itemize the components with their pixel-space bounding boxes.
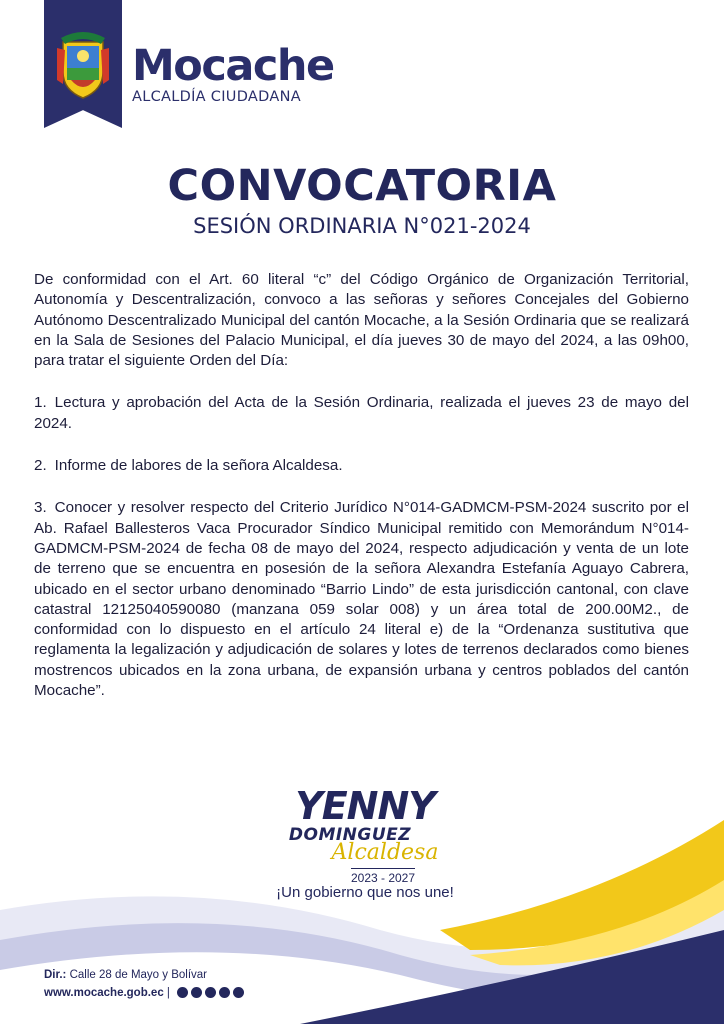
document-subtitle: SESIÓN ORDINARIA N°021-2024 xyxy=(193,214,531,238)
brand-subtitle: ALCALDÍA CIUDADANA xyxy=(132,89,301,105)
campaign-role: Alcaldesa xyxy=(331,840,439,865)
social-icons xyxy=(177,984,247,1002)
agenda-item-number: 2. xyxy=(34,457,47,475)
campaign-slogan: ¡Un gobierno que nos une! xyxy=(276,884,454,901)
footer-contact xyxy=(44,966,247,1002)
agenda-item-2 xyxy=(34,456,689,476)
document-body xyxy=(34,270,689,701)
agenda-item-3 xyxy=(34,498,689,701)
twitter-icon[interactable] xyxy=(205,987,216,998)
footer-web-line xyxy=(44,984,247,1002)
intro-paragraph: De conformidad con el Art. 60 literal “c” del Código Orgánico de Organización Territorial, Autonomía y Descentralización, convoco a las señoras y señores Concejales del Gobierno Autónomo Descentralizado Municipal del cantón Mocache, a la Sesión Ordinaria que se realizará en la Sala de Sesiones del Palacio Municipal, el día jueves 30 de mayo del 2024, a las 09h00, para tratar el siguiente Orden del Día: xyxy=(34,271,689,370)
mocache-crest-icon xyxy=(57,28,109,100)
campaign-years: 2023 - 2027 xyxy=(351,868,415,885)
agenda-item-number: 3. xyxy=(34,499,47,517)
agenda-item-text: Informe de labores de la señora Alcaldesa. xyxy=(54,457,343,475)
campaign-last-name: DOMINGUEZ xyxy=(288,825,412,845)
address-text: Calle 28 de Mayo y Bolívar xyxy=(69,969,208,981)
agenda-item-text: Conocer y resolver respecto del Criterio Jurídico N°014-GADMCM-PSM-2024 suscrito por el Ab. Rafael Ballesteros Vaca Procurador Síndico Municipal remitido con Memorándum N°014-GADMCM-PSM-2024 de fecha 08 de mayo del 2024, respecto adjudicación y venta de un lote de terreno que se encuentra en posesión de la señora Alexandra Estefanía Aguayo Cabrera, ubicado en el sector urbano denominado “Barrio Lindo” de esta jurisdicción cantonal, con clave catastral 12125040590080 (manzana 059 solar 008) y un área total de 200.00M2., de conformidad con lo dispuesto en el artículo 24 literal e) de la “Ordenanza sustitutiva que reglamenta la legalización y adjudicación de solares y lotes de terrenos declarados como bienes mostrencos ubicados en la zona urbana, de expansión urbana y centros poblados del cantón Mocache”. xyxy=(34,499,689,700)
agenda-item-text: Lectura y aprobación del Acta de la Sesión Ordinaria, realizada el jueves 23 de mayo del 2024. xyxy=(34,394,689,432)
facebook-icon[interactable] xyxy=(177,987,188,998)
brand xyxy=(132,41,334,106)
tiktok-icon[interactable] xyxy=(219,987,230,998)
document-title: CONVOCATORIA xyxy=(167,161,557,211)
campaign-logo xyxy=(270,786,460,887)
website-link[interactable]: www.mocache.gob.ec xyxy=(44,987,164,1000)
address-label: Dir.: xyxy=(44,969,67,981)
agenda-item-number: 1. xyxy=(34,394,47,412)
campaign-first-name: YENNY xyxy=(295,784,435,828)
footer-separator: | xyxy=(166,987,170,1000)
youtube-icon[interactable] xyxy=(233,987,244,998)
brand-name: Mocache xyxy=(132,41,334,91)
agenda-item-1 xyxy=(34,393,689,434)
instagram-icon[interactable] xyxy=(191,987,202,998)
footer-address-line xyxy=(44,966,247,984)
